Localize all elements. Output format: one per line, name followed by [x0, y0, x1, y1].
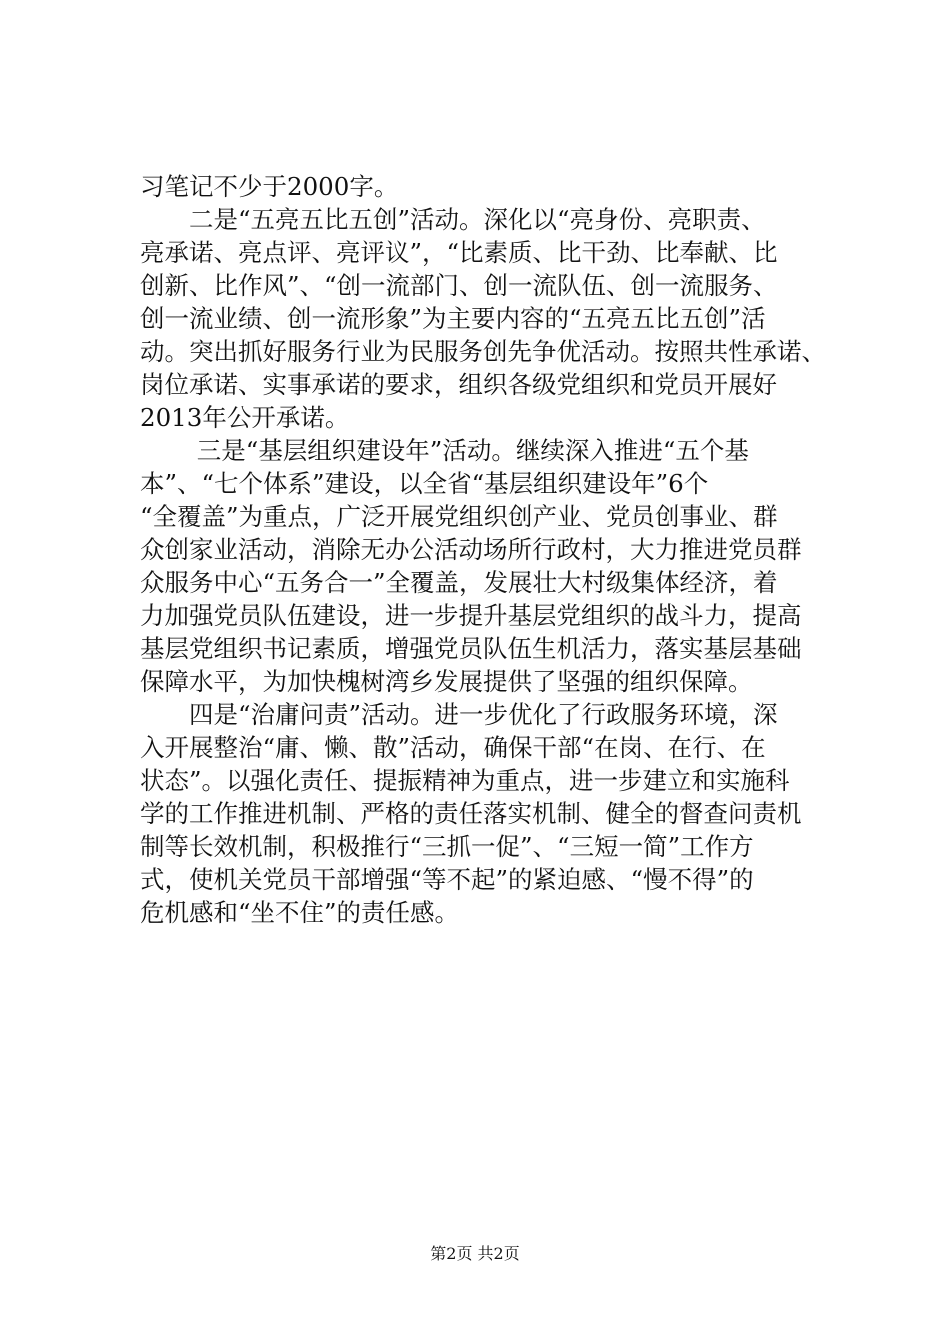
text-line: 创新、比作风”、“创一流部门、创一流队伍、创一流服务、	[140, 271, 778, 300]
text-line: 动。突出抓好服务行业为民服务创先争优活动。按照共性承诺、	[140, 337, 826, 366]
text-line: 力加强党员队伍建设，进一步提升基层党组织的战斗力，提高	[140, 601, 802, 630]
text-line: 二是“五亮五比五创”活动。深化以“亮身份、亮职责、	[140, 205, 766, 234]
text-line: 创一流业绩、创一流形象”为主要内容的“五亮五比五创”活	[140, 304, 766, 333]
text-line: 制等长效机制，积极推行“三抓一促”、“三短一简”工作方	[140, 832, 754, 861]
text-line: 四是“治庸问责”活动。进一步优化了行政服务环境，深	[140, 700, 778, 729]
text-line: 三是“基层组织建设年”活动。继续深入推进“五个基	[140, 436, 749, 465]
text-line: “全覆盖”为重点，广泛开展党组织创产业、党员创事业、群	[140, 502, 778, 531]
text-line: 习笔记不少于2000字。	[140, 172, 399, 201]
text-line: 式，使机关党员干部增强“等不起”的紧迫感、“慢不得”的	[140, 865, 754, 894]
text-line: 状态”。以强化责任、提振精神为重点，进一步建立和实施科	[140, 766, 790, 795]
text-line: 危机感和“坐不住”的责任感。	[140, 898, 460, 927]
text-line: 岗位承诺、实事承诺的要求，组织各级党组织和党员开展好	[140, 370, 777, 399]
text-line: 亮承诺、亮点评、亮评议”，“比素质、比干劲、比奉献、比	[140, 238, 778, 267]
text-line: 学的工作推进机制、严格的责任落实机制、健全的督查问责机	[140, 799, 802, 828]
page-footer	[0, 1243, 950, 1265]
page-number-label: 第2页 共2页	[430, 1244, 520, 1263]
text-line: 入开展整治“庸、懒、散”活动，确保干部“在岗、在行、在	[140, 733, 766, 762]
text-line: 众服务中心“五务合一”全覆盖，发展壮大村级集体经济，着	[140, 568, 778, 597]
text-line: 保障水平，为加快槐树湾乡发展提供了坚强的组织保障。	[140, 667, 753, 696]
text-line: 2013年公开承诺。	[140, 403, 350, 432]
text-line: 众创家业活动，消除无办公活动场所行政村，大力推进党员群	[140, 535, 802, 564]
text-line: 本”、“七个体系”建设，以全省“基层组织建设年”6个	[140, 469, 709, 498]
text-line: 基层党组织书记素质，增强党员队伍生机活力，落实基层基础	[140, 634, 802, 663]
